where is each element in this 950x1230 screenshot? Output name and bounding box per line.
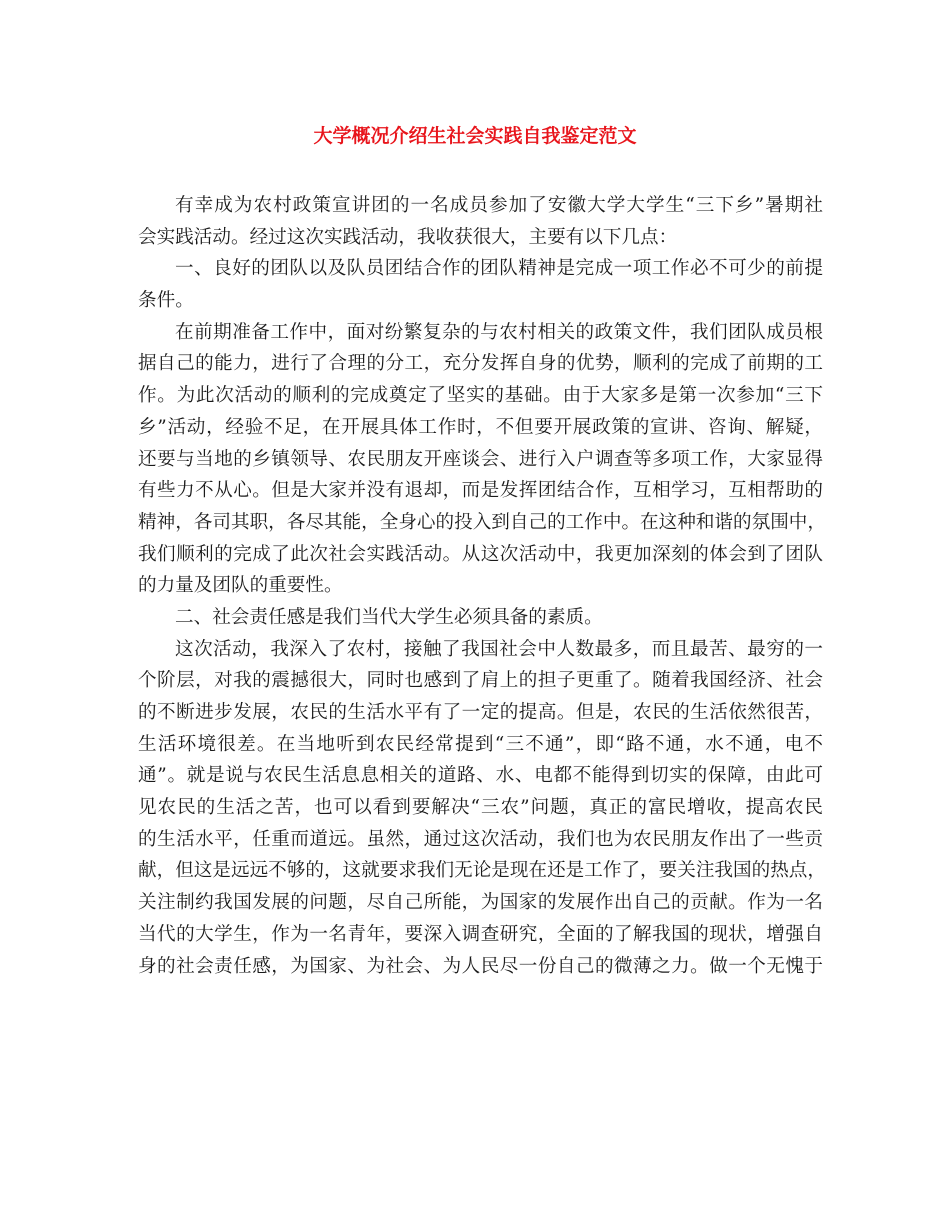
text-line: 有些力不从心。但是大家并没有退却，而是发挥团结合作，互相学习，互相帮助的 [138,480,823,502]
text-line: 乡”活动，经验不足，在开展具体工作时，不但要开展政策的宣讲、咨询、解疑， [138,416,823,438]
text-line: 通”。就是说与农民生活息息相关的道路、水、电都不能得到切实的保障，由此可 [138,765,823,787]
text-line: 精神，各司其职，各尽其能，全身心的投入到自己的工作中。在这种和谐的氛围中， [138,511,826,533]
text-line: 据自己的能力，进行了合理的分工，充分发挥自身的优势，顺利的完成了前期的工 [138,353,823,375]
text-line: 作。为此次活动的顺利的完成奠定了坚实的基础。由于大家多是第一次参加“三下 [138,385,823,407]
text-line: 身的社会责任感，为国家、为社会、为人民尽一份自己的微薄之力。做一个无愧于 [138,955,823,977]
text-line: 有幸成为农村政策宣讲团的一名成员参加了安徽大学大学生“三下乡”暑期社 [175,195,823,216]
text-line: 的力量及团队的重要性。 [138,575,343,597]
document-body [138,190,826,982]
text-line: 生活环境很差。在当地听到农民经常提到“三不通”，即“路不通，水不通，电不 [138,733,823,755]
text-line: 这次活动，我深入了农村，接触了我国社会中人数最多，而且最苦、最穷的一 [175,638,823,660]
text-line: 条件。 [138,290,194,312]
text-line: 在前期准备工作中，面对纷繁复杂的与农村相关的政策文件，我们团队成员根 [175,321,823,343]
text-line: 献，但这是远远不够的，这就要求我们无论是现在还是工作了，要关注我国的热点， [138,860,826,882]
text-line: 会实践活动。经过这次实践活动，我收获很大，主要有以下几点： [138,226,678,248]
text-line: 见农民的生活之苦，也可以看到要解决“三农”问题，真正的富民增收，提高农民 [138,797,823,819]
text-line: 一、良好的团队以及队员团结合作的团队精神是完成一项工作必不可少的前提 [175,258,823,280]
text-line: 还要与当地的乡镇领导、农民朋友开座谈会、进行入户调查等多项工作，大家显得 [138,448,823,470]
text-line: 的生活水平，任重而道远。虽然，通过这次活动，我们也为农民朋友作出了一些贡 [138,828,823,850]
text-line: 二、社会责任感是我们当代大学生必须具备的素质。 [175,606,603,628]
text-line: 我们顺利的完成了此次社会实践活动。从这次活动中，我更加深刻的体会到了团队 [138,543,823,565]
text-line: 的不断进步发展，农民的生活水平有了一定的提高。但是，农民的生活依然很苦， [138,702,823,723]
document-title: 大学概况介绍生社会实践自我鉴定范文 [313,125,637,147]
text-line: 当代的大学生，作为一名青年，要深入调查研究，全面的了解我国的现状，增强自 [138,923,823,945]
text-line: 关注制约我国发展的问题，尽自己所能，为国家的发展作出自己的贡献。作为一名 [138,892,823,914]
text-line: 个阶层，对我的震撼很大，同时也感到了肩上的担子更重了。随着我国经济、社会 [138,670,823,692]
